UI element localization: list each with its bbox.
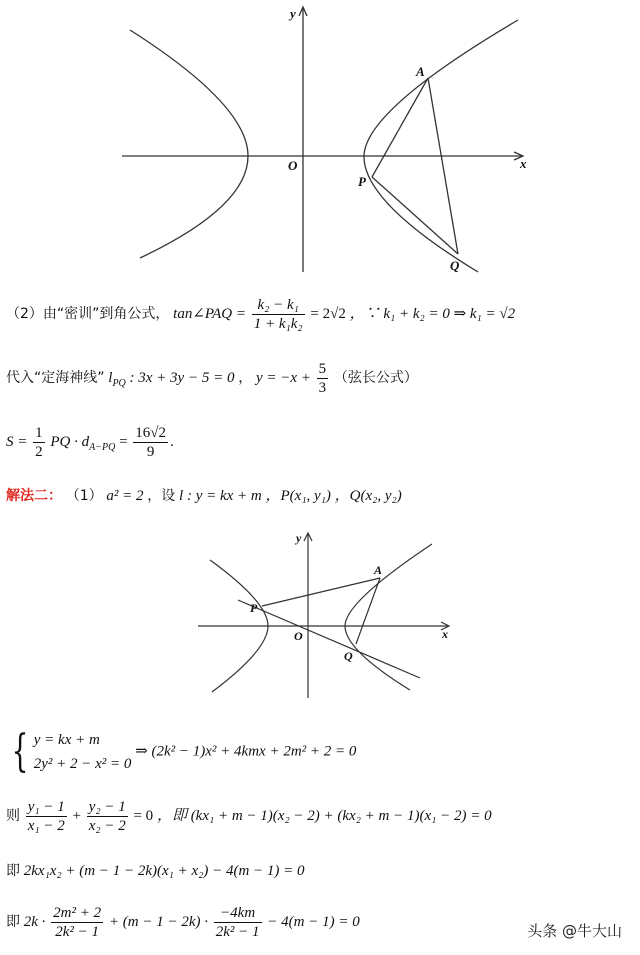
- line1-rhs: = 2√2: [310, 305, 346, 322]
- fraction-half: [33, 424, 45, 461]
- y-axis-label: y: [290, 6, 296, 21]
- fraction-five-thirds: [317, 360, 329, 397]
- fraction-vieta-sum: [214, 904, 262, 941]
- system-eq1: y = kx + m: [33, 732, 100, 748]
- fraction-slope-1: [26, 798, 67, 835]
- system-result: ⇒ (2k² − 1)x² + 4kmx + 2m² + 2 = 0: [135, 743, 357, 760]
- line2-prefix: 代入“定海神线”: [6, 369, 105, 386]
- line8-lead: 2k ·: [23, 913, 46, 930]
- watermark: 头条 @牛大山: [527, 922, 622, 940]
- line4-q: ，Q(x₂, y₂): [334, 488, 402, 504]
- text-line-expanded: [6, 860, 305, 880]
- line1-tan: tan∠PAQ =: [173, 305, 247, 322]
- line1-since: ，∵ k₁ + k₂ = 0 ⇒ k₁ = √2: [349, 305, 516, 322]
- text-line-substitute: [6, 360, 418, 397]
- y-axis-label: y: [296, 531, 302, 545]
- line6-num1: y₁ − 1: [27, 799, 65, 815]
- line8-num1: 2m² + 2: [53, 905, 102, 921]
- line2-sep: ，: [238, 369, 253, 386]
- line4-l: l : y = kx + m: [179, 488, 262, 504]
- line2-eq1: l: [108, 369, 113, 386]
- origin-label: O: [294, 629, 303, 643]
- fraction-k: [252, 296, 305, 333]
- line6-den1: x₁ − 2: [27, 818, 65, 834]
- point-q-label: Q: [344, 649, 353, 663]
- text-line-slope-sum: [6, 798, 492, 835]
- hyperbola-right-branch: [345, 544, 432, 690]
- figure-1-hyperbola: [0, 0, 640, 285]
- line3-half-den: 2: [35, 444, 43, 460]
- line2-suffix: （弦长公式）: [333, 369, 418, 386]
- text-line-method-two: [6, 484, 402, 505]
- hyperbola-right-branch: [364, 20, 518, 272]
- fraction-vieta-product: [51, 904, 103, 941]
- x-axis-label: x: [520, 156, 527, 171]
- line3-end: .: [170, 433, 174, 450]
- line2-num: 5: [318, 361, 327, 377]
- line8-mid: + (m − 1 − 2k) ·: [108, 913, 208, 930]
- line8-den2: 2k² − 1: [215, 924, 260, 940]
- line6-rest: ，即 (kx₁ + m − 1)(x₂ − 2) + (kx₂ + m − 1)(x₁ − 2) = 0: [156, 807, 492, 824]
- segment-pa: [262, 578, 380, 606]
- line3-num: 16√2: [135, 425, 167, 441]
- line6-den2: x₂ − 2: [88, 818, 126, 834]
- figure-2-hyperbola: [0, 520, 640, 710]
- tangent-line-pq: [238, 600, 420, 678]
- method-two-title: 解法二：: [6, 488, 62, 504]
- point-q-label: Q: [450, 258, 460, 273]
- line2-eq2: y = −x +: [255, 369, 311, 386]
- x-axis-label: x: [442, 627, 448, 641]
- segment-aq: [428, 78, 458, 254]
- line4-a: a² = 2: [106, 488, 144, 504]
- line2-den: 3: [318, 380, 327, 396]
- line2-eq1-sub: PQ: [112, 377, 126, 389]
- text-line-system: [6, 728, 356, 776]
- line2-eq1-rest: : 3x + 3y − 5 = 0: [129, 369, 235, 386]
- text-line-substituted: [6, 904, 360, 941]
- hyperbola-left-branch: [130, 30, 248, 258]
- line3-eq: =: [119, 433, 128, 450]
- line8-prefix: 即: [6, 913, 20, 930]
- line6-num2: y₂ − 1: [88, 799, 126, 815]
- segment-pq: [372, 177, 458, 254]
- line6-eq: = 0: [133, 807, 154, 824]
- line6-prefix: 则: [6, 807, 20, 824]
- brace-symbol: {: [11, 726, 29, 777]
- line3-lhs: S =: [6, 433, 28, 450]
- point-p-label: P: [358, 174, 366, 189]
- origin-label: O: [288, 158, 298, 173]
- fraction-area-result: [133, 424, 168, 461]
- system-eq2: 2y² + 2 − x² = 0: [33, 756, 132, 772]
- equation-system: [34, 728, 132, 776]
- line7-expr: 2kx₁x₂ + (m − 1 − 2k)(x₁ + x₂) − 4(m − 1) = 0: [23, 863, 305, 879]
- point-p-label: P: [250, 601, 258, 615]
- text-line-angle-formula: [6, 296, 515, 333]
- text-line-area: [6, 424, 174, 461]
- line6-plus: +: [72, 807, 81, 824]
- segment-aq: [356, 578, 380, 644]
- line4-p: ，P(x₁, y₁): [265, 488, 331, 504]
- line4-part: （1）: [65, 488, 103, 504]
- segment-pa: [372, 78, 428, 177]
- line3-mid: PQ · d: [50, 433, 90, 450]
- point-a-label: A: [416, 64, 425, 79]
- line8-num2: −4km: [214, 904, 262, 923]
- line8-tail: − 4(m − 1) = 0: [267, 913, 360, 930]
- line1-den: 1 + k₁k₂: [253, 316, 303, 332]
- line8-den1: 2k² − 1: [55, 924, 100, 940]
- line1-num: k₂ − k₁: [252, 296, 305, 315]
- line3-mid-sub: A−PQ: [89, 441, 116, 453]
- line1-prefix: （2）由“密训”到角公式，: [6, 305, 170, 322]
- line4-set: ，设: [147, 488, 176, 504]
- line7-prefix: 即: [6, 863, 20, 879]
- point-a-label: A: [374, 563, 383, 577]
- line3-half-num: 1: [35, 425, 43, 441]
- fraction-slope-2: [87, 798, 128, 835]
- line3-den: 9: [146, 444, 155, 460]
